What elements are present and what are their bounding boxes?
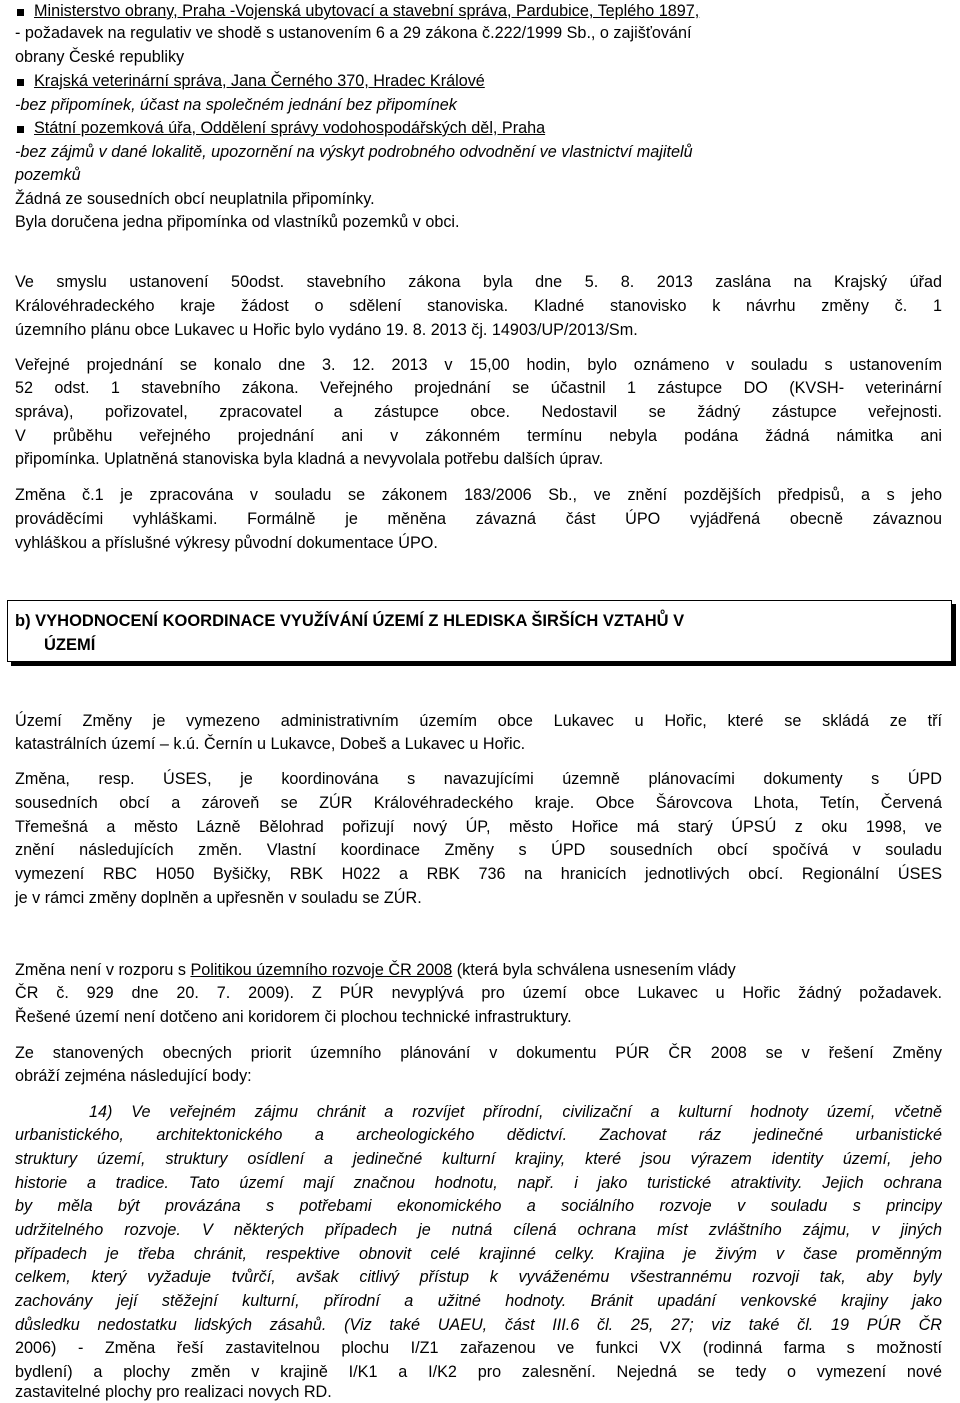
- text-line: obrany České republiky: [15, 48, 185, 66]
- paragraph-line: je v rámci změny doplněn a upřesněn v souladu se ZÚR.: [15, 889, 422, 907]
- bullet-icon: [17, 126, 24, 133]
- text-line: -bez zájmů v dané lokalitě, upozornění na výskyt podrobného odvodnění ve vlastnictví majitelů: [15, 143, 693, 161]
- paragraph-line: [15, 960, 942, 981]
- list-item-ministry: Ministerstvo obrany, Praha -Vojenská ubytovací a stavební správa, Pardubice, Teplého 1897,: [34, 2, 700, 20]
- text-line: -bez připomínek, účast na společném jednání bez připomínek: [15, 96, 457, 114]
- paragraph-line: Třemešná a město Lázně Bělohrad pořizují nový ÚP, město Hořice má starý ÚPSÚ z oku 1998, ve: [15, 818, 942, 836]
- section-heading-continued: ÚZEMÍ: [44, 636, 96, 654]
- priority-line: udržitelného rozvoje. V některých případech je nutná cílená ochrana míst zvláštního zájmu, v jiných: [15, 1221, 942, 1239]
- paragraph-line: ČR č. 929 dne 20. 7. 2009). Z PÚR nevyplývá pro území obce Lukavec u Hořic žádný požadavek.: [15, 984, 942, 1002]
- paragraph-line: 2006) - Změna řeší zastavitelnou plochu I/Z1 zařazenou ve funkci VX (rodinná farma s možností: [15, 1339, 942, 1357]
- priority-line: zachovány její stěžejní kulturní, přírodní a užitné hodnoty. Bránit upadání venkovské krajiny jako: [15, 1292, 942, 1310]
- text-span: (která byla schválena usnesením vlády: [452, 961, 736, 979]
- priority-line: by měla být provázána s potřebami ekonomického a sociálního rozvoje v souladu s principy: [15, 1197, 942, 1215]
- paragraph-line: prováděcími vyhláškami. Formálně je měněna závazná část ÚPO vyjádřená obecně závaznou: [15, 510, 942, 528]
- paragraph-line: Ve smyslu ustanovení 50odst. stavebního zákona byla dne 5. 8. 2013 zaslána na Krajský úřad: [15, 273, 942, 291]
- list-item-land-office: Státní pozemková úřa, Oddělení správy vodohospodářských děl, Praha: [34, 119, 546, 137]
- paragraph-line: znění následujících změn. Vlastní koordinace Změny s ÚPD sousedních obcí spočívá v souladu: [15, 841, 942, 859]
- priority-line: případech je třeba chránit, respektive obnovit celé krajinné celky. Krajina je živým v čase proměnným: [15, 1245, 942, 1263]
- paragraph-line: sousedních obcí a zároveň se ZÚR Královéhradeckého kraje. Obce Šárovcova Lhota, Tetín, Červená: [15, 794, 942, 812]
- text-line: pozemků: [15, 166, 81, 184]
- text-span: Změna není v rozporu s: [15, 961, 191, 979]
- paragraph-line: Královéhradeckého kraje žádost o sdělení stanoviska. Kladné stanovisko k návrhu změny č. 1: [15, 297, 942, 315]
- priority-line: urbanistického, architektonického a archeologického dědictví. Zachovat ráz jedinečné urbanistické: [15, 1126, 942, 1144]
- priority-line: struktury území, struktury osídlení a jedinečné kulturní krajiny, které jsou výrazem identity území, jeho: [15, 1150, 942, 1168]
- paragraph-line: bydlení) a plochy změn v krajině I/K1 a I/K2 pro zalesnění. Nejedná se tedy o vymezení nové: [15, 1363, 942, 1381]
- text-line: Byla doručena jedna připomínka od vlastníků pozemků v obci.: [15, 213, 460, 231]
- bullet-icon: [17, 9, 24, 16]
- paragraph-line: vyhláškou a příslušné výkresy původní dokumentace ÚPO.: [15, 534, 438, 552]
- list-item-veterinary: Krajská veterinární správa, Jana Černého 370, Hradec Králové: [34, 72, 485, 90]
- paragraph-line: územního plánu obce Lukavec u Hořic bylo vydáno 19. 8. 2013 čj. 14903/UP/2013/Sm.: [15, 321, 638, 339]
- section-heading-box: [7, 600, 952, 662]
- paragraph-line: Změna, resp. ÚSES, je koordinována s navazujícími územně plánovacími dokumenty s ÚPD: [15, 770, 942, 788]
- paragraph-line: 52 odst. 1 stavebního zákona. Veřejného projednání se účastnil 1 zástupce DO (KVSH- veterinární: [15, 379, 942, 397]
- paragraph-line: správa), pořizovatel, zpracovatel a zástupce obce. Nedostavil se žádný zástupce veřejnosti.: [15, 403, 942, 421]
- paragraph-line: Řešené území není dotčeno ani koridorem či plochou technické infrastruktury.: [15, 1008, 572, 1026]
- paragraph-line: obráží zejména následující body:: [15, 1067, 252, 1085]
- pur-link[interactable]: Politikou územního rozvoje ČR 2008: [190, 961, 453, 979]
- bullet-icon: [17, 79, 24, 86]
- paragraph-line: V průběhu veřejného projednání ani v zákonném termínu nebyla podána žádná námitka ani: [15, 427, 942, 445]
- section-heading: b) VYHODNOCENÍ KOORDINACE VYUŽÍVÁNÍ ÚZEMÍ Z HLEDISKA ŠIRŠÍCH VZTAHŮ V: [15, 612, 685, 630]
- priority-line: celkem, který vyžaduje tvůrčí, avšak citlivý přístup k vyváženému všestrannému rozvoji tak, aby byly: [15, 1268, 942, 1286]
- paragraph-line: Ze stanovených obecných priorit územního plánování v dokumentu PÚR ČR 2008 se v řešení Změny: [15, 1044, 942, 1062]
- paragraph-line: Změna č.1 je zpracována v souladu se zákonem 183/2006 Sb., ve znění pozdějších předpisů, a s jeho: [15, 486, 942, 504]
- priority-line: důsledku nedostatku lidských zásahů. (Viz také UAEU, část III.6 čl. 25, 27; viz také čl. 19 PÚR ČR: [15, 1316, 942, 1334]
- paragraph-line: Území Změny je vymezeno administrativním územím obce Lukavec u Hořic, které se skládá ze tří: [15, 712, 942, 730]
- text-line: - požadavek na regulativ ve shodě s ustanovením 6 a 29 zákona č.222/1999 Sb., o zajišťování: [15, 24, 692, 42]
- paragraph-line: katastrálních území – k.ú. Černín u Lukavce, Dobeš a Lukavec u Hořic.: [15, 735, 526, 753]
- paragraph-line: připomínka. Uplatněná stanoviska byla kladná a nevyvolala potřebu dalších úprav.: [15, 450, 604, 468]
- paragraph-line: vymezení RBC H050 Byšičky, RBK H022 a RBK 736 na hranicích jednotlivých obcí. Regionální ÚSES: [15, 865, 942, 883]
- paragraph-line: zastavitelné plochy pro realizaci novych RD.: [15, 1383, 332, 1401]
- paragraph-line: Veřejné projednání se konalo dne 3. 12. 2013 v 15,00 hodin, bylo oznámeno v souladu s ustanovením: [15, 356, 942, 374]
- text-line: Žádná ze sousedních obcí neuplatnila připomínky.: [15, 190, 375, 208]
- priority-line: 14) Ve veřejném zájmu chránit a rozvíjet přírodní, civilizační a kulturní hodnoty území, včetně: [89, 1103, 942, 1121]
- priority-line: historie a tradice. Tato území mají značnou hodnotu, např. i jako turistické atraktivity. Jejich ochrana: [15, 1174, 942, 1192]
